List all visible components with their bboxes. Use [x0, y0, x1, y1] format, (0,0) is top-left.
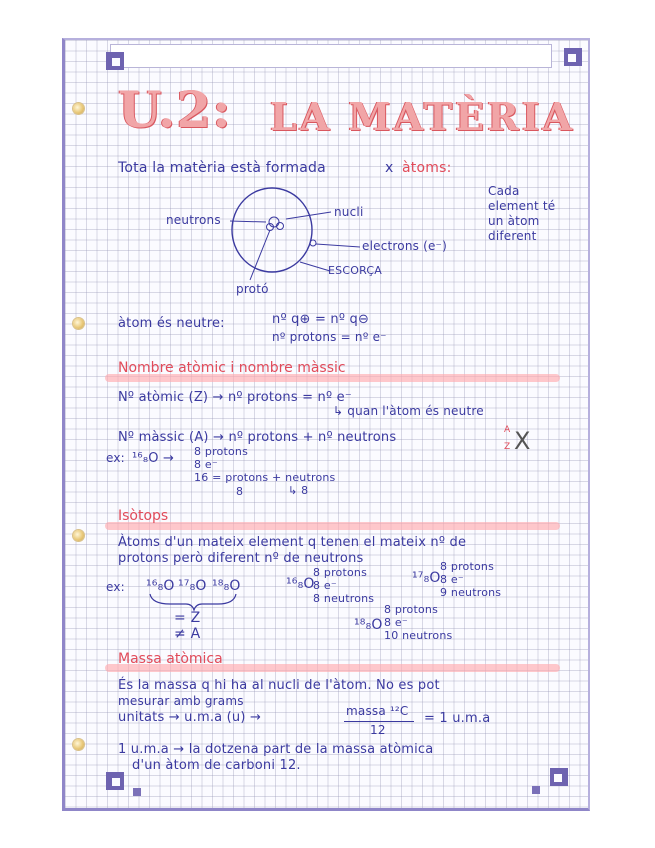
isotope-3: ¹⁸₈O: [212, 578, 241, 594]
a-line: Nº màssic (A) → nº protons + nº neutrons: [118, 430, 397, 445]
section2-heading: Isòtops: [118, 508, 169, 524]
isotope-ex-label: ex:: [106, 580, 125, 594]
title-text: LA MATÈRIA: [270, 94, 575, 139]
mass-line-1: És la massa q hi ha al nucli de l'àtom. No es pot: [118, 678, 440, 693]
label-nucli: nucli: [334, 205, 364, 219]
intro-line: Tota la matèria està formada: [118, 160, 326, 176]
isotope-eq-z: = Z: [174, 610, 201, 626]
intro-atoms: àtoms:: [402, 160, 452, 176]
notation-a: A: [504, 425, 511, 435]
intro-per: x: [385, 160, 394, 176]
o17-line-3: 9 neutrons: [440, 586, 502, 599]
ex-line-1: 8 protons: [194, 445, 249, 458]
neutral-lead: àtom és neutre:: [118, 316, 225, 331]
isotope-2: ¹⁷₈O: [178, 578, 207, 594]
label-proton: protó: [236, 282, 269, 296]
side-note-4: diferent: [488, 229, 537, 243]
o17-line-2: 8 e⁻: [440, 573, 464, 586]
z-note: ↳ quan l'àtom és neutre: [333, 404, 484, 418]
ex-line-4: 8: [236, 485, 244, 498]
fraction-bar: [344, 721, 414, 722]
fraction-denominator: 12: [370, 723, 386, 737]
o16-line-1: 8 protons: [313, 566, 368, 579]
ex-line-3: 16 = protons + neutrons: [194, 471, 336, 484]
side-note-2: element té: [488, 199, 556, 213]
o18-line-1: 8 protons: [384, 603, 439, 616]
label-neutrons: neutrons: [166, 213, 221, 227]
fraction-numerator: massa ¹²C: [346, 704, 409, 718]
ex-line-2: 8 e⁻: [194, 458, 218, 471]
isotope-def-2: protons però diferent nº de neutrons: [118, 551, 364, 566]
mass-line-2: mesurar amb grams: [118, 694, 244, 708]
o17-line-1: 8 protons: [440, 560, 495, 573]
ex-line-5: ↳ 8: [288, 484, 309, 497]
neutral-eq2: nº protons = nº e⁻: [272, 330, 387, 344]
isotope-1: ¹⁶₈O: [146, 578, 175, 594]
notation-x: X: [514, 427, 531, 455]
side-note-1: Cada: [488, 184, 520, 198]
label-escorca: ESCORÇA: [328, 264, 382, 277]
side-note-3: un àtom: [488, 214, 540, 228]
o18-symbol: ¹⁸₈O: [354, 617, 383, 633]
uma-definition-2: d'un àtom de carboni 12.: [132, 758, 301, 773]
title-unit: U.2:: [118, 80, 232, 139]
example-symbol: ¹⁶₈O →: [132, 451, 175, 466]
o17-symbol: ¹⁷₈O: [412, 570, 441, 586]
o18-line-3: 10 neutrons: [384, 629, 453, 642]
o18-line-2: 8 e⁻: [384, 616, 408, 629]
section1-heading: Nombre atòmic i nombre màssic: [118, 360, 346, 376]
example-label: ex:: [106, 451, 125, 465]
section3-heading: Massa atòmica: [118, 651, 223, 667]
uma-definition-1: 1 u.m.a → la dotzena part de la massa atòmica: [118, 742, 434, 757]
label-electrons: electrons (e⁻): [362, 239, 447, 253]
fraction-equals: = 1 u.m.a: [424, 711, 491, 726]
unit-line: unitats → u.m.a (u) →: [118, 710, 262, 725]
o16-symbol: ¹⁶₈O: [286, 576, 315, 592]
isotope-def-1: Àtoms d'un mateix element q tenen el mateix nº de: [118, 535, 467, 550]
o16-line-2: 8 e⁻: [313, 579, 337, 592]
o16-line-3: 8 neutrons: [313, 592, 375, 605]
neutral-eq1: nº q⊕ = nº q⊖: [272, 312, 370, 327]
z-line: Nº atòmic (Z) → nº protons = nº e⁻: [118, 390, 352, 405]
notation-z: Z: [504, 442, 511, 452]
isotope-neq-a: ≠ A: [174, 626, 201, 642]
